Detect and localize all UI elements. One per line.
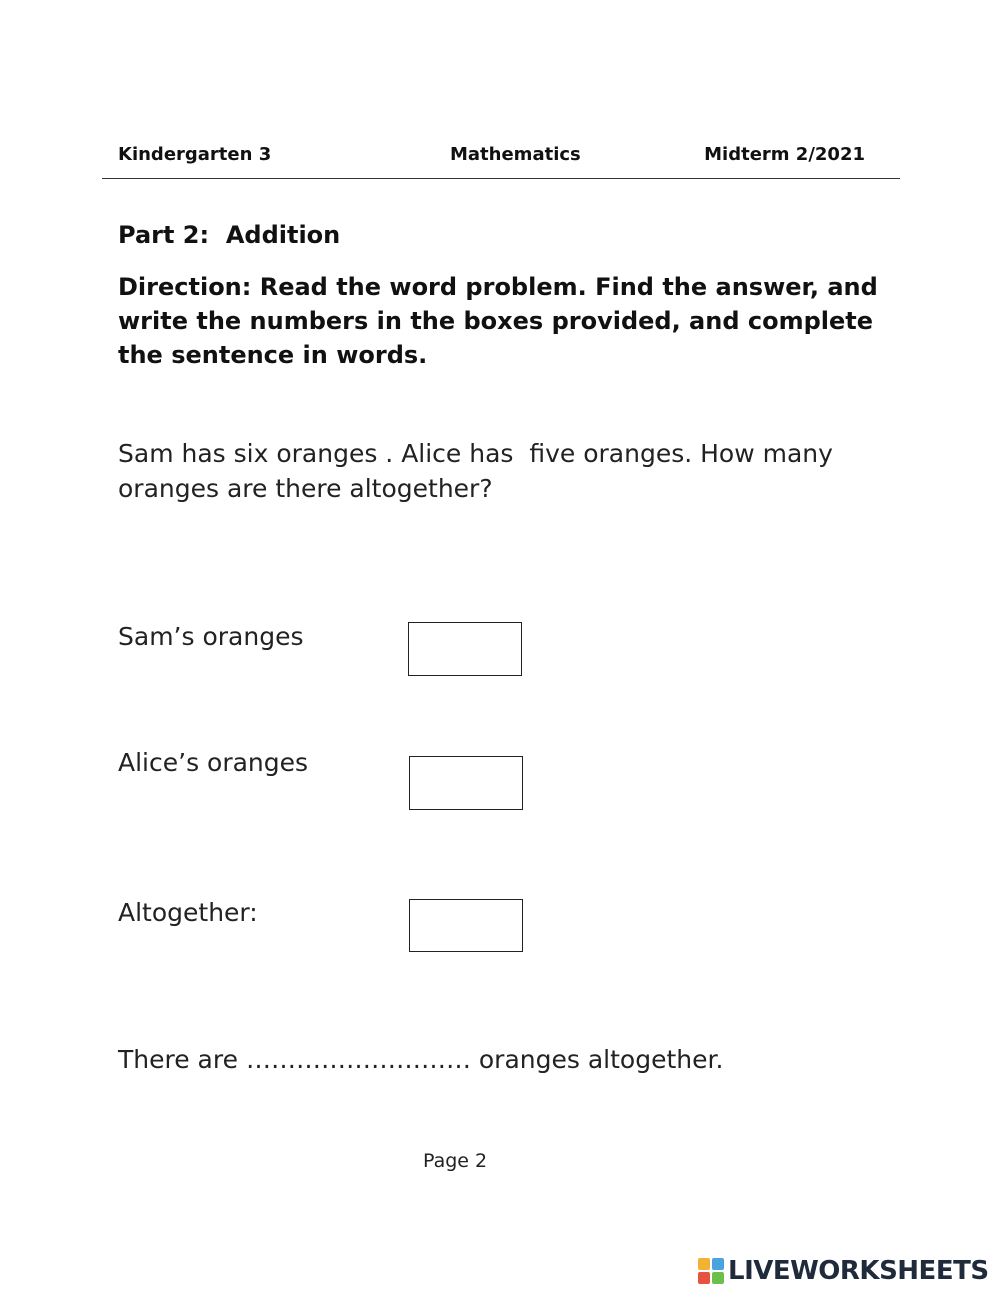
- liveworksheets-logo: [698, 1257, 989, 1285]
- answer-sentence-prefix: There are: [118, 1045, 246, 1074]
- alice-oranges-answer-box[interactable]: [409, 756, 523, 810]
- altogether-answer-box[interactable]: [409, 899, 523, 952]
- answer-sentence: [118, 1045, 723, 1074]
- alice-oranges-label: Alice’s oranges: [118, 748, 309, 777]
- sam-oranges-label: Sam’s oranges: [118, 622, 304, 651]
- part-title: Part 2: Addition: [118, 221, 341, 249]
- logo-square-yellow: [698, 1258, 710, 1270]
- header-divider: [102, 178, 900, 179]
- header-exam: Midterm 2/2021: [704, 144, 865, 165]
- page-header: [118, 144, 865, 170]
- logo-square-blue: [712, 1258, 724, 1270]
- liveworksheets-logo-icon: [698, 1258, 724, 1284]
- word-problem: Sam has six oranges . Alice has five oranges. How many oranges are there altogether?: [118, 439, 841, 503]
- answer-sentence-suffix: oranges altogether.: [470, 1045, 724, 1074]
- liveworksheets-logo-text: LIVEWORKSHEETS: [728, 1256, 989, 1286]
- sam-oranges-answer-box[interactable]: [408, 622, 522, 676]
- answer-word-blank[interactable]: ………………………: [245, 1045, 471, 1074]
- direction-text: Direction: Read the word problem. Find the answer, and write the numbers in the boxes provided, and complete the sentence in words.: [118, 273, 878, 369]
- logo-square-green: [712, 1272, 724, 1284]
- page-number: Page 2: [423, 1150, 488, 1172]
- header-class-name: Kindergarten 3: [118, 144, 272, 165]
- header-subject: Mathematics: [450, 144, 581, 165]
- altogether-label: Altogether:: [118, 898, 258, 927]
- logo-square-red: [698, 1272, 710, 1284]
